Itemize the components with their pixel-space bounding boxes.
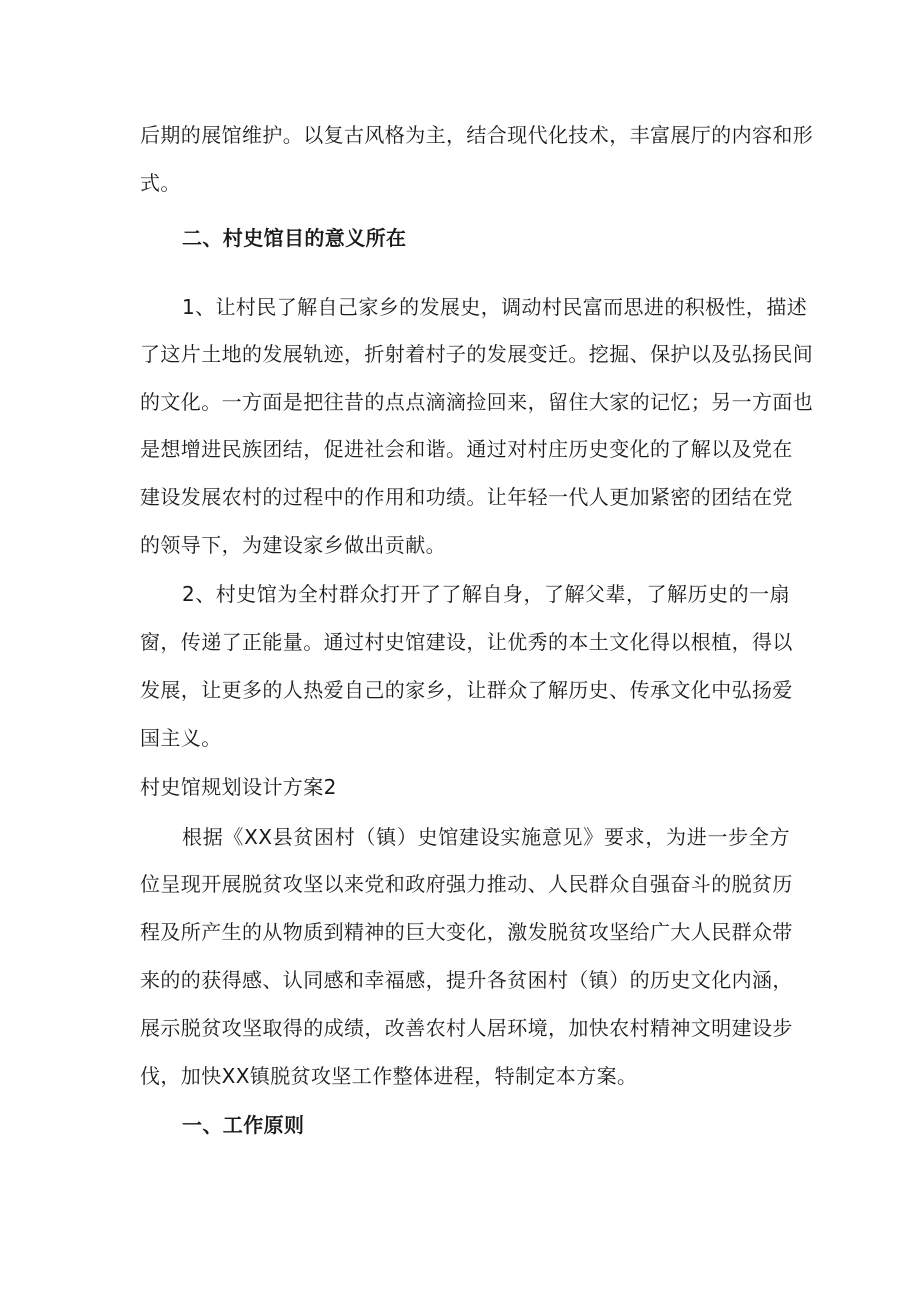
- text-line: 展示脱贫攻坚取得的成绩，改善农村人居环境，加快农村精神文明建设步: [140, 1016, 793, 1040]
- section-two-heading: 二、村史馆目的意义所在: [182, 226, 407, 250]
- text-line: 窗，传递了正能量。通过村史馆建设，让优秀的本土文化得以根植，得以: [140, 630, 793, 654]
- text-line: 的文化。一方面是把往昔的点点滴滴捡回来，留住大家的记忆；另一方面也: [140, 390, 814, 414]
- text-line: 的领导下，为建设家乡做出贡献。: [140, 533, 446, 557]
- text-line: 是想增进民族团结，促进社会和谐。通过对村庄历史变化的了解以及党在: [140, 437, 793, 461]
- text-line: 了这片土地的发展轨迹，折射着村子的发展变迁。挖掘、保护以及弘扬民间: [140, 342, 814, 366]
- text-line: 2、村史馆为全村群众打开了了解自身，了解父辈，了解历史的一扇: [182, 582, 790, 606]
- text-line: 1、让村民了解自己家乡的发展史，调动村民富而思进的积极性，描述: [182, 295, 808, 319]
- plan-two-title: 村史馆规划设计方案2: [140, 775, 337, 799]
- text-line: 国主义。: [140, 726, 222, 750]
- text-line: 后期的展馆维护。以复古风格为主，结合现代化技术，丰富展厅的内容和形: [140, 123, 814, 147]
- text-line: 程及所产生的从物质到精神的巨大变化，激发脱贫攻坚给广大人民群众带: [140, 920, 793, 944]
- text-line: 位呈现开展脱贫攻坚以来党和政府强力推动、人民群众自强奋斗的脱贫历: [140, 872, 793, 896]
- text-line: 发展，让更多的人热爱自己的家乡，让群众了解历史、传承文化中弘扬爱: [140, 678, 793, 702]
- section-one-heading: 一、工作原则: [182, 1113, 305, 1137]
- text-line: 伐，加快XX镇脱贫攻坚工作整体进程，特制定本方案。: [140, 1064, 638, 1088]
- text-line: 建设发展农村的过程中的作用和功绩。让年轻一代人更加紧密的团结在党: [140, 485, 793, 509]
- text-line: 来的的获得感、认同感和幸福感，提升各贫困村（镇）的历史文化内涵，: [140, 968, 793, 992]
- text-line: 式。: [140, 171, 181, 195]
- text-line: 根据《XX县贫困村（镇）史馆建设实施意见》要求，为进一步全方: [182, 825, 790, 849]
